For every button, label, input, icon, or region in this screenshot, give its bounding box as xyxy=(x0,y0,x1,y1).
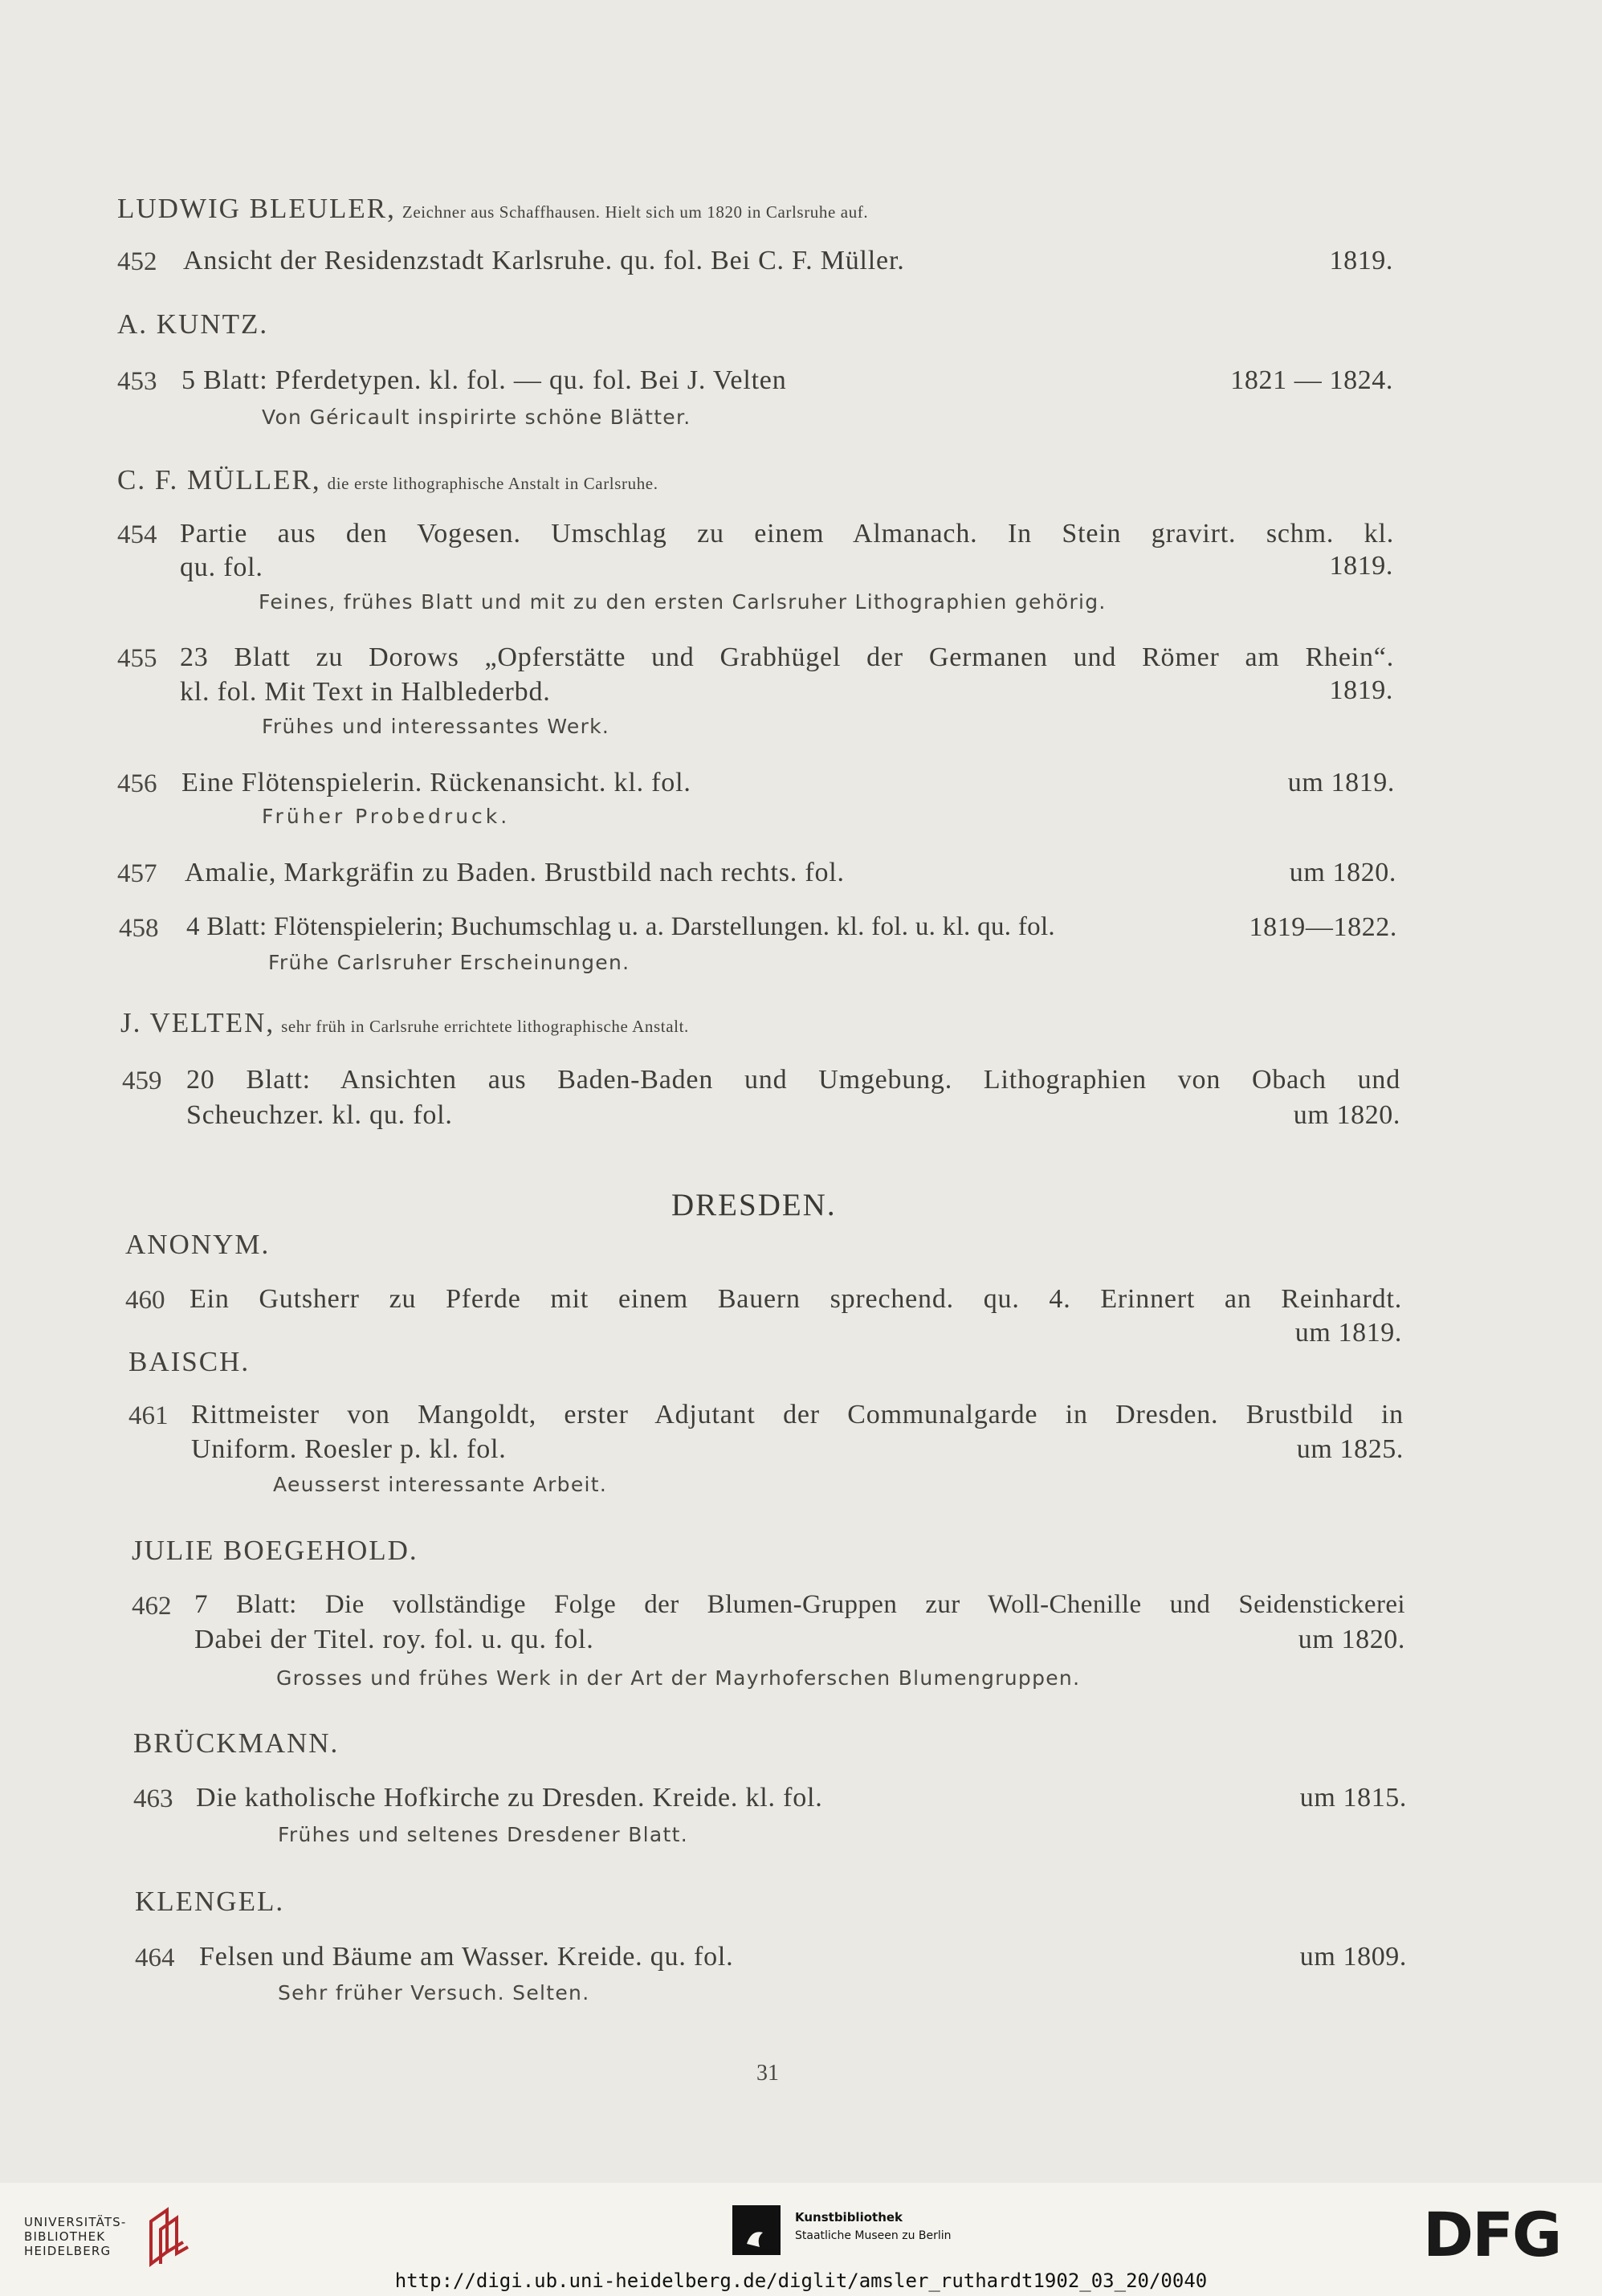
entry-line1-461: Rittmeister von Mangoldt, erster Adjutant der Communalgarde in Dresden. Brustbild in xyxy=(191,1400,1404,1429)
kunstbibliothek-logo-icon xyxy=(732,2205,781,2255)
artist-name: ANONYM. xyxy=(125,1229,271,1260)
entry-date-453: 1821 — 1824. xyxy=(1230,365,1393,395)
entry-line1-462: 7 Blatt: Die vollständige Folge der Blumen-Gruppen zur Woll-Chenille und Seidenstickerei xyxy=(194,1590,1405,1619)
entry-line1-460: Ein Gutsherr zu Pferde mit einem Bauern sprechend. qu. 4. Erinnert an Reinhardt. xyxy=(190,1284,1402,1314)
entry-date-460: um 1819. xyxy=(1294,1318,1402,1348)
artist-description: sehr früh in Carlsruhe errichtete lithographische Anstalt. xyxy=(281,1017,689,1036)
artist-heading-bleuler xyxy=(117,193,868,225)
artist-name: C. F. MÜLLER, xyxy=(117,464,321,495)
entry-line2-454: qu. fol. xyxy=(180,553,263,582)
entry-line2-455: kl. fol. Mit Text in Halblederbd. xyxy=(180,677,551,707)
entry-text-453: 5 Blatt: Pferdetypen. kl. fol. — qu. fol. Bei J. Velten xyxy=(181,365,787,395)
entry-line1-455: 23 Blatt zu Dorows „Opferstätte und Grabhügel der Germanen und Römer am Rhein“. xyxy=(180,642,1394,672)
entry-line1-454: Partie aus den Vogesen. Umschlag zu einem Almanach. In Stein gravirt. schm. kl. xyxy=(180,519,1394,549)
artist-heading-anonym xyxy=(125,1229,270,1261)
section-title: DRESDEN. xyxy=(671,1188,837,1222)
entry-number-459: 459 xyxy=(122,1066,162,1095)
entry-note-462: Grosses und frühes Werk in der Art der Mayrhoferschen Blumengruppen. xyxy=(276,1666,1081,1690)
entry-note-461: Aeusserst interessante Arbeit. xyxy=(273,1473,608,1496)
entry-text-456: Eine Flötenspielerin. Rückenansicht. kl. fol. xyxy=(181,768,691,797)
artist-name: BAISCH. xyxy=(128,1346,251,1377)
entry-number-456: 456 xyxy=(117,769,157,798)
entry-text-464: Felsen und Bäume am Wasser. Kreide. qu. fol. xyxy=(199,1942,734,1972)
ub-heidelberg-logo-icon xyxy=(143,2204,194,2268)
artist-heading-kuntz xyxy=(117,308,268,341)
entry-date-464: um 1809. xyxy=(1299,1942,1407,1972)
entry-number-458: 458 xyxy=(119,914,159,943)
entry-note-464: Sehr früher Versuch. Selten. xyxy=(278,1981,590,2004)
entry-date-456: um 1819. xyxy=(1287,768,1395,797)
dfg-logo: DFG xyxy=(1423,2199,1561,2270)
entry-number-460: 460 xyxy=(125,1286,165,1315)
artist-heading-mueller xyxy=(117,464,658,496)
entry-line2-462: Dabei der Titel. roy. fol. u. qu. fol. xyxy=(194,1625,594,1654)
kunstbibliothek-title: Kunstbibliothek xyxy=(795,2210,903,2225)
entry-line2-459: Scheuchzer. kl. qu. fol. xyxy=(186,1100,453,1130)
entry-note-458: Frühe Carlsruher Erscheinungen. xyxy=(268,951,630,974)
entry-date-455: 1819. xyxy=(1329,675,1393,705)
ub-heidelberg-line3: HEIDELBERG xyxy=(24,2244,112,2258)
entry-number-462: 462 xyxy=(132,1592,172,1621)
ub-heidelberg-line2: BIBLIOTHEK xyxy=(24,2229,106,2244)
artist-heading-boegehold xyxy=(132,1535,418,1567)
entry-number-463: 463 xyxy=(133,1784,173,1813)
entry-note-453: Von Géricault inspirirte schöne Blätter. xyxy=(262,406,691,429)
entry-text-463: Die katholische Hofkirche zu Dresden. Kreide. kl. fol. xyxy=(196,1783,823,1813)
entry-note-456: Früher Probedruck. xyxy=(262,805,511,828)
entry-note-463: Frühes und seltenes Dresdener Blatt. xyxy=(278,1823,688,1846)
entry-note-455: Frühes und interessantes Werk. xyxy=(262,715,610,738)
entry-date-461: um 1825. xyxy=(1296,1434,1404,1464)
artist-description: Zeichner aus Schaffhausen. Hielt sich um 1820 in Carlsruhe auf. xyxy=(402,202,869,222)
entry-number-453: 453 xyxy=(117,367,157,396)
artist-heading-klengel xyxy=(135,1886,284,1918)
entry-date-454: 1819. xyxy=(1329,551,1393,581)
page-number: 31 xyxy=(756,2061,779,2086)
entry-number-452: 452 xyxy=(117,247,157,276)
entry-date-462: um 1820. xyxy=(1298,1625,1405,1654)
artist-name: A. KUNTZ. xyxy=(117,308,269,340)
entry-number-464: 464 xyxy=(135,1943,175,1972)
entry-note-454: Feines, frühes Blatt und mit zu den ersten Carlsruher Lithographien gehörig. xyxy=(259,590,1107,614)
artist-heading-baisch xyxy=(128,1346,250,1378)
artist-name: JULIE BOEGEHOLD. xyxy=(132,1535,418,1566)
entry-date-458: 1819—1822. xyxy=(1249,912,1397,942)
entry-date-459: um 1820. xyxy=(1293,1100,1400,1130)
entry-date-463: um 1815. xyxy=(1299,1783,1407,1813)
artist-name: KLENGEL. xyxy=(135,1886,285,1917)
entry-line1-459: 20 Blatt: Ansichten aus Baden-Baden und Umgebung. Lithographien von Obach und xyxy=(186,1065,1400,1095)
entry-number-461: 461 xyxy=(128,1401,169,1430)
entry-text-458: 4 Blatt: Flötenspielerin; Buchumschlag u. a. Darstellungen. kl. fol. u. kl. qu. fol. xyxy=(186,912,1055,941)
artist-heading-brueckmann xyxy=(133,1727,339,1760)
entry-text-457: Amalie, Markgräfin zu Baden. Brustbild nach rechts. fol. xyxy=(185,858,845,887)
entry-line2-461: Uniform. Roesler p. kl. fol. xyxy=(191,1434,507,1464)
artist-name: J. VELTEN, xyxy=(120,1007,275,1038)
entry-date-452: 1819. xyxy=(1329,246,1393,275)
entry-number-454: 454 xyxy=(117,520,157,549)
artist-heading-velten xyxy=(120,1007,689,1039)
source-url-link[interactable]: http://digi.ub.uni-heidelberg.de/diglit/amsler_ruthardt1902_03_20/0040 xyxy=(394,2269,1208,2292)
artist-description: die erste lithographische Anstalt in Carlsruhe. xyxy=(327,474,658,493)
entry-number-455: 455 xyxy=(117,644,157,673)
entry-text-452: Ansicht der Residenzstadt Karlsruhe. qu. fol. Bei C. F. Müller. xyxy=(183,246,905,275)
artist-name: BRÜCKMANN. xyxy=(133,1727,340,1759)
entry-date-457: um 1820. xyxy=(1289,858,1396,887)
ub-heidelberg-line1: UNIVERSITÄTS- xyxy=(24,2215,127,2229)
artist-name: LUDWIG BLEULER, xyxy=(117,193,396,224)
entry-number-457: 457 xyxy=(117,859,157,888)
kunstbibliothek-subtitle: Staatliche Museen zu Berlin xyxy=(795,2229,952,2242)
